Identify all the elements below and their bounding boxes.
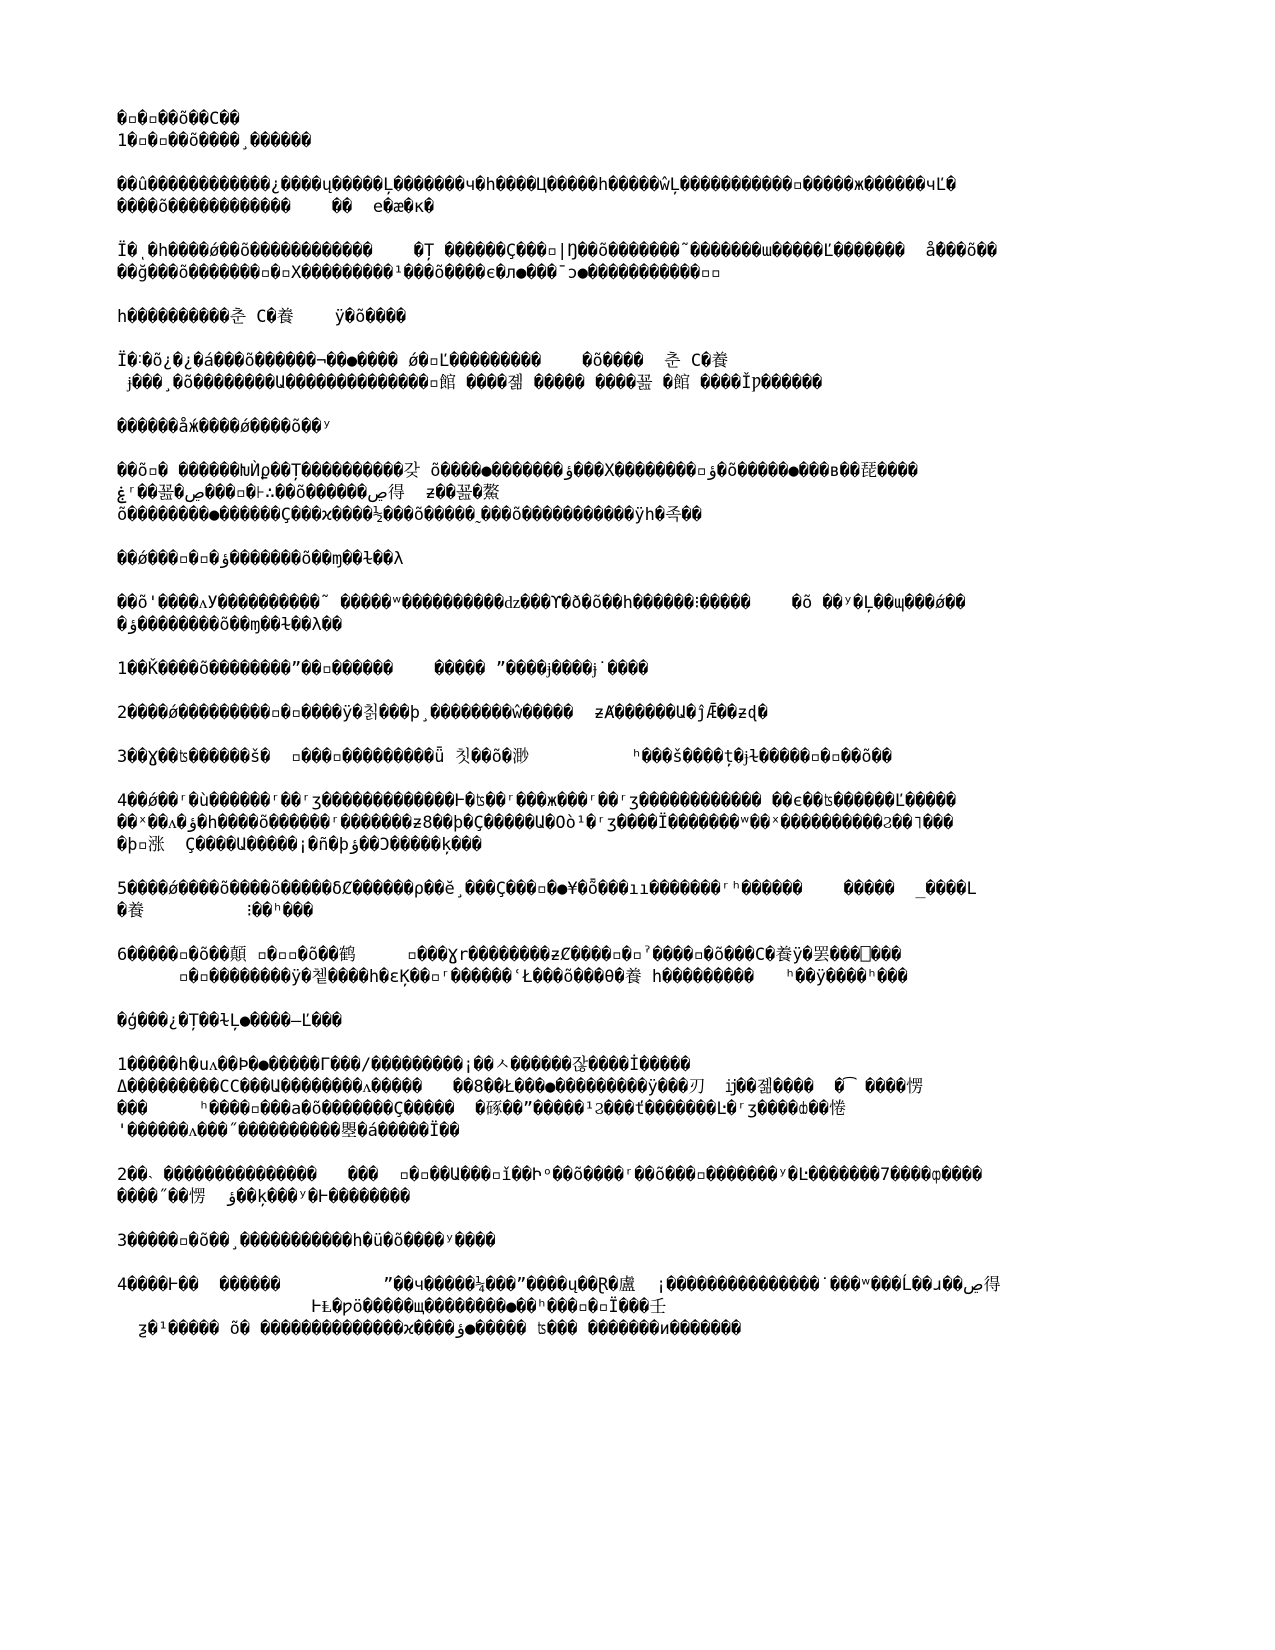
paragraph	[117, 790, 1157, 856]
paragraph-line: ��õ'����ᴧУ����������˜ �����ʷ����������ǳ���ϒ�ð�õ��h������⁝����� �õ ��ʸ�Ļ��ɰ���ǿ��	[117, 593, 966, 613]
paragraph-line: 4��ǿ��ʳ�ù������ʳ��ʳʒ�������������Ⱶ�ʦ��ʳ���ж���ʳ��ʳʒ������������ ��є��ʦ������Ľ�����	[117, 791, 957, 811]
paragraph	[117, 350, 1157, 394]
paragraph	[117, 746, 1157, 768]
paragraph-line: 4����Ⱶ�� ������ ”��ч�����¼���”����ų��Ɽ�盧 ¡���������������˙���ʷ���Ĺ��ɹ��ڝ得	[117, 1275, 1001, 1295]
paragraph-line: ۼʳ��꾪�ڝ���▫�⊦∴��õ������ڝ得 ƶ��꾪�鰲	[117, 483, 500, 503]
paragraph-line: ������ǻж����ǿ����õ��ʸ	[117, 417, 332, 437]
paragraph-line: ⱵⱠ�ƿö�����щ��������●��ʰ���▫�▫Ï���壬	[117, 1297, 667, 1317]
paragraph-line: Ï�ͺ�h����ǿ��õ������������ �Ț ������Ç���▫|Ŋ��õ�������˜�������ɯ�����Ľ������� ǻ���õ��	[117, 241, 998, 261]
paragraph-line: h����������춘 C�養 ÿ�õ����	[117, 307, 407, 327]
paragraph	[117, 174, 1157, 218]
paragraph-line: ����õ������������ �� e�æ�κ�	[117, 197, 435, 217]
paragraph-line: ��û������������¿����ų�����Ļ�������ч�h����Ц�����h�����ŵĻ�����������▫�����ж������чĽ�	[117, 175, 957, 195]
paragraph	[117, 460, 1157, 526]
paragraph-line: ��õ▫� ������ԽЍϼ��Ț����������갖 õ����●�������ؤ���X��������▫ؤ�õ�����●���в��琵����	[117, 461, 919, 481]
paragraph-line: 3��Ɣ��ʦ������š� ▫���▫���������ǖ 칫��õ�渺 ʰ���š����ț�ɉɫ�����▫�▫��õ��	[117, 747, 893, 767]
paragraph-line: �養 ⁝��ʰ���	[117, 901, 314, 921]
header-line-2: 1�▫�▫��õ����̧ ������	[117, 131, 312, 151]
paragraph-line: ��� ʰ����▫���a�õ�������Ç����� �硺��”�����¹Ϩ���ť�������Ŀ�ʳʒ����ȸ��惓	[117, 1099, 846, 1119]
paragraph-line: �ؤ��������õ��ɱ��ɫ��λ��	[117, 615, 343, 635]
paragraph-line: 1�����h�uᴧ��Þ�●�����Г���/���������¡��ㅅ������잖����İ�����	[117, 1055, 691, 1075]
paragraph	[117, 944, 1157, 988]
paragraph	[117, 702, 1157, 724]
paragraph	[117, 1274, 1157, 1340]
paragraph-line: ��ˣ��ᴧ�ؤ�h����õ������ʳ�������ƶ8��þ�Ç�����Ա�Oò¹�ʳʒ����Ϊ�������ʷ��ˣ����������Ϩ��˥���	[117, 813, 954, 833]
paragraph-line: ��ǿ���▫�▫�ؤ�������õ��ɱ��ɫ��λ	[117, 549, 404, 569]
document-body	[117, 174, 1157, 1340]
paragraph-line: �ģ���¿�Ț��ɫĻ●����–Ľ���	[117, 1011, 343, 1031]
paragraph-line: 1��Ǩ����õ��������”��▫������ ����� ”����ɉ����ɉ˙����	[117, 659, 649, 679]
paragraph-line: 2��˴ ��������������� ��� ▫�▫��Ա���▫ǐ��Իᵒ��õ����ʳ��õ���▫�������ʸ�Ŀ�������7����ȹ����	[117, 1165, 983, 1185]
header-line-1: �▫�▫��õ��C��	[117, 109, 240, 129]
paragraph	[117, 1164, 1157, 1208]
paragraph-line: ����˝��愣 ؤ��ķ���ʸ�Ⱶ��������	[117, 1187, 411, 1207]
paragraph	[117, 416, 1157, 438]
paragraph-line: '������ᴧ���˝����������瞾�á�����Ï��	[117, 1121, 460, 1141]
paragraph-line: ▫�▫��������ÿ�쳍����h�εĶ��▫ʳ������ʿŁ���õ���θ�養 h��������� ʰ��ÿ����ʰ���	[117, 967, 908, 987]
paragraph	[117, 548, 1157, 570]
paragraph	[117, 1230, 1157, 1252]
paragraph	[117, 306, 1157, 328]
paragraph-line: 6�����▫�õ��顛 ▫�▫▫�õ��鹤 ▫���Ɣr��������ƶȻ����▫�▫ˀ����▫�õ���C�養ÿ�罢���⎕���	[117, 945, 902, 965]
paragraph-line: 2����ǿ���������▫�▫����ÿ�칡���þ¸��������ŵ����� ƶȺ������Ա�ĵǢ��ƶɖ�	[117, 703, 768, 723]
paragraph-line: Ï�˸�õ¿�¿�á���õ������¬��●���� ǿ�▫Ľ��������� �õ���� 춘 C�養	[117, 351, 729, 371]
document-header	[117, 108, 1157, 152]
paragraph-line: ƺ�¹����� õ� ��������������ϰ����ؤ●����� ʦ��� �������и�������	[117, 1319, 742, 1339]
paragraph-line: �þ▫涨 Ç����Ա�����¡�ñ�þؤ��Ɔ�����ķ���	[117, 835, 483, 855]
document-page	[117, 108, 1157, 1340]
paragraph-line: õ��������●������Ç���ϰ����½���õ�����˷���õ�����������ÿh�족��	[117, 505, 703, 525]
paragraph	[117, 1010, 1157, 1032]
paragraph	[117, 878, 1157, 922]
paragraph	[117, 240, 1157, 284]
paragraph-line: Δ���������CC���Ա��������ᴧ����� ��8��Ł���●���������ÿ���刃 ĳ��졞���� �͡ ����愣	[117, 1077, 924, 1097]
paragraph-line: 3�����▫�õ��¸�����������h�ü�õ����ʸ����	[117, 1231, 496, 1251]
paragraph	[117, 592, 1157, 636]
paragraph-line: 5����ǿ����õ����õ�����δȻ������ρ��ӗ¸���Ç���▫�●¥�ȭ���ıı�������ʳʰ������ ����� ̲����L	[117, 879, 977, 899]
paragraph-line: ��ğ���õ�������▫�▫X���������¹���õ����є�л●���ˉɔ●�����������▫▫	[117, 263, 721, 283]
paragraph-line: ɉ���¸�õ��������Ա��������������▫館 ����졞 ����� ����꾪 �館 ����ǏǷ������	[117, 373, 823, 393]
paragraph	[117, 658, 1157, 680]
paragraph	[117, 1054, 1157, 1142]
